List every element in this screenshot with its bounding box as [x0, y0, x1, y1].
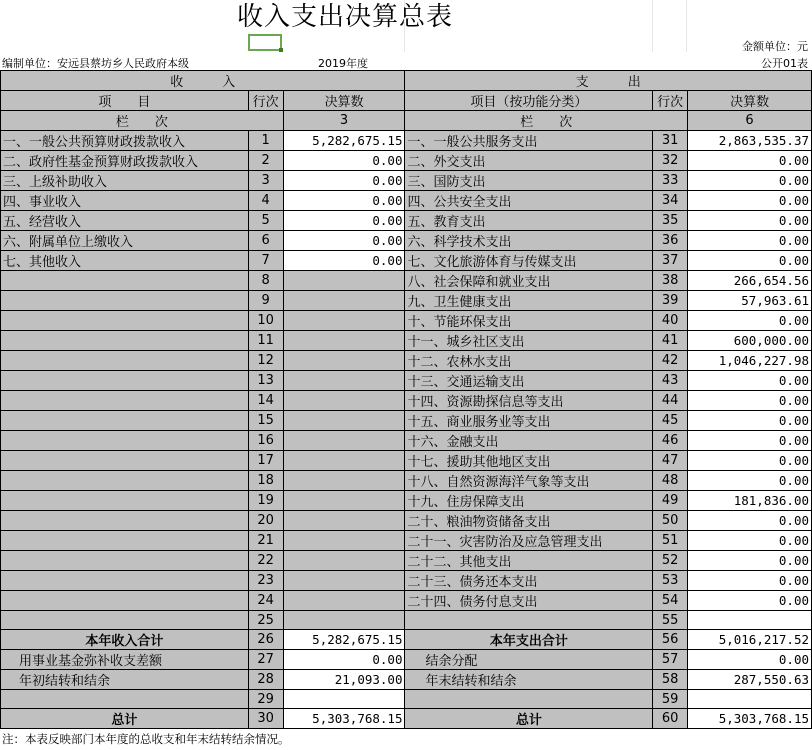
expense-amount[interactable]: 0.00 [688, 311, 812, 331]
income-amount[interactable]: 0.00 [283, 211, 405, 231]
income-amount[interactable] [283, 411, 405, 431]
income-amount[interactable]: 0.00 [283, 151, 405, 171]
income-amount[interactable]: 0.00 [283, 231, 405, 251]
income-line-no[interactable]: 2 [248, 151, 283, 171]
table-row [1, 251, 812, 271]
income-amount[interactable] [283, 591, 405, 611]
income-item[interactable] [1, 451, 249, 471]
income-item[interactable] [1, 391, 249, 411]
expense-amount[interactable]: 0.00 [688, 231, 812, 251]
expense-amount[interactable]: 0.00 [688, 151, 812, 171]
table-row [1, 311, 812, 331]
income-amount[interactable] [283, 271, 405, 291]
expense-amount[interactable]: 0.00 [688, 551, 812, 571]
table-row [1, 191, 812, 211]
expense-amount[interactable]: 0.00 [688, 471, 812, 491]
table-row [1, 551, 812, 571]
expense-summary-label[interactable]: 本年支出合计 [405, 630, 653, 650]
summary-row [1, 709, 812, 729]
expense-item[interactable]: 二、外交支出 [405, 151, 653, 171]
table-row [1, 231, 812, 251]
income-amount[interactable] [283, 690, 405, 709]
expense-amount[interactable]: 5,016,217.52 [688, 630, 812, 650]
unit-label: 金额单位：元 [742, 40, 808, 53]
table-row [1, 331, 812, 351]
expense-item[interactable]: 十九、住房保障支出 [405, 491, 653, 511]
income-amount[interactable]: 0.00 [283, 171, 405, 191]
income-item[interactable] [1, 471, 249, 491]
summary-row [1, 670, 812, 690]
expense-line-no[interactable]: 54 [653, 591, 688, 611]
expense-line-no[interactable]: 60 [653, 709, 688, 729]
expense-item[interactable]: 十八、自然资源海洋气象等支出 [405, 471, 653, 491]
table-row [1, 471, 812, 491]
income-item[interactable] [1, 551, 249, 571]
expense-line-no[interactable]: 57 [653, 650, 688, 670]
col-header-item-func: 项目（按功能分类） [405, 91, 653, 111]
table-row [1, 271, 812, 291]
expense-item[interactable]: 五、教育支出 [405, 211, 653, 231]
col-index-label: 栏 次 [405, 111, 688, 131]
table-row [1, 611, 812, 630]
income-line-no[interactable]: 24 [248, 591, 283, 611]
income-amount[interactable]: 0.00 [283, 251, 405, 271]
expense-line-no[interactable]: 33 [653, 171, 688, 191]
expense-item[interactable]: 十、节能环保支出 [405, 311, 653, 331]
income-line-no[interactable]: 26 [248, 630, 283, 650]
col-index-3: 3 [283, 111, 405, 131]
expense-line-no[interactable]: 40 [653, 311, 688, 331]
income-line-no[interactable]: 29 [248, 690, 283, 709]
income-item[interactable] [1, 571, 249, 591]
income-item[interactable] [1, 291, 249, 311]
expense-item[interactable]: 十六、金融支出 [405, 431, 653, 451]
expense-amount[interactable]: 0.00 [688, 591, 812, 611]
column-index-row [1, 111, 812, 131]
income-amount[interactable] [283, 451, 405, 471]
col-header-line-no: 行次 [248, 91, 283, 111]
expense-line-no[interactable]: 44 [653, 391, 688, 411]
income-line-no[interactable]: 17 [248, 451, 283, 471]
income-line-no[interactable]: 13 [248, 371, 283, 391]
income-amount[interactable] [283, 371, 405, 391]
expense-line-no[interactable]: 53 [653, 571, 688, 591]
expense-amount[interactable]: 266,654.56 [688, 271, 812, 291]
income-item[interactable] [1, 371, 249, 391]
income-amount[interactable] [283, 391, 405, 411]
col-header-item: 项 目 [1, 91, 249, 111]
expense-line-no[interactable]: 41 [653, 331, 688, 351]
income-amount[interactable] [283, 611, 405, 630]
income-line-no[interactable]: 6 [248, 231, 283, 251]
income-line-no[interactable]: 3 [248, 171, 283, 191]
expense-item[interactable]: 十三、交通运输支出 [405, 371, 653, 391]
income-section-header: 收 入 [1, 71, 405, 91]
expense-amount[interactable]: 0.00 [688, 531, 812, 551]
income-line-no[interactable]: 8 [248, 271, 283, 291]
income-amount[interactable]: 5,303,768.15 [283, 709, 405, 729]
expense-line-no[interactable]: 36 [653, 231, 688, 251]
expense-line-no[interactable]: 56 [653, 630, 688, 650]
expense-amount[interactable]: 0.00 [688, 371, 812, 391]
income-line-no[interactable]: 18 [248, 471, 283, 491]
expense-item[interactable]: 十五、商业服务业等支出 [405, 411, 653, 431]
col-index-label: 栏 次 [1, 111, 284, 131]
income-line-no[interactable]: 16 [248, 431, 283, 451]
footnote: 注：本表反映部门本年度的总收支和年末结转结余情况。 [2, 732, 290, 746]
col-header-amount: 决算数 [283, 91, 405, 111]
income-item[interactable] [1, 411, 249, 431]
income-summary-label[interactable] [1, 690, 249, 709]
table-row [1, 151, 812, 171]
income-amount[interactable] [283, 551, 405, 571]
expense-amount[interactable]: 1,046,227.98 [688, 351, 812, 371]
income-item[interactable] [1, 531, 249, 551]
expense-summary-label[interactable]: 结余分配 [405, 650, 653, 670]
expense-amount[interactable]: 57,963.61 [688, 291, 812, 311]
income-amount[interactable] [283, 431, 405, 451]
expense-amount[interactable]: 181,836.00 [688, 491, 812, 511]
expense-amount[interactable]: 0.00 [688, 431, 812, 451]
expense-amount[interactable]: 2,863,535.37 [688, 131, 812, 151]
expense-amount[interactable]: 0.00 [688, 391, 812, 411]
expense-line-no[interactable]: 50 [653, 511, 688, 531]
income-item[interactable] [1, 351, 249, 371]
income-amount[interactable]: 0.00 [283, 650, 405, 670]
expense-item[interactable]: 十二、农林水支出 [405, 351, 653, 371]
income-amount[interactable]: 5,282,675.15 [283, 131, 405, 151]
income-line-no[interactable]: 25 [248, 611, 283, 630]
table-row [1, 491, 812, 511]
expense-line-no[interactable]: 45 [653, 411, 688, 431]
expense-item[interactable]: 二十一、灾害防治及应急管理支出 [405, 531, 653, 551]
expense-item[interactable]: 十四、资源勘探信息等支出 [405, 391, 653, 411]
income-line-no[interactable]: 10 [248, 311, 283, 331]
expense-line-no[interactable]: 47 [653, 451, 688, 471]
expense-line-no[interactable]: 39 [653, 291, 688, 311]
expense-line-no[interactable]: 42 [653, 351, 688, 371]
table-row [1, 131, 812, 151]
expense-amount[interactable]: 0.00 [688, 451, 812, 471]
col-index-6: 6 [688, 111, 812, 131]
income-item[interactable] [1, 511, 249, 531]
income-item[interactable]: 三、上级补助收入 [1, 171, 249, 191]
table-row [1, 171, 812, 191]
table-row [1, 511, 812, 531]
income-expense-table [0, 70, 812, 729]
income-summary-label[interactable]: 用事业基金弥补收支差额 [1, 650, 249, 670]
expense-section-header: 支 出 [405, 71, 812, 91]
expense-item[interactable]: 九、卫生健康支出 [405, 291, 653, 311]
income-item[interactable] [1, 331, 249, 351]
expense-line-no[interactable]: 31 [653, 131, 688, 151]
expense-amount[interactable]: 5,303,768.15 [688, 709, 812, 729]
expense-amount[interactable]: 287,550.63 [688, 670, 812, 690]
expense-line-no[interactable]: 34 [653, 191, 688, 211]
expense-amount[interactable]: 0.00 [688, 650, 812, 670]
income-item[interactable] [1, 271, 249, 291]
expense-amount[interactable]: 0.00 [688, 511, 812, 531]
income-item[interactable]: 四、事业收入 [1, 191, 249, 211]
income-item[interactable] [1, 491, 249, 511]
expense-line-no[interactable]: 55 [653, 611, 688, 630]
expense-line-no[interactable]: 43 [653, 371, 688, 391]
income-amount[interactable] [283, 331, 405, 351]
income-item[interactable]: 一、一般公共预算财政拨款收入 [1, 131, 249, 151]
col-header-amount: 决算数 [688, 91, 812, 111]
income-line-no[interactable]: 20 [248, 511, 283, 531]
table-row [1, 291, 812, 311]
income-amount[interactable]: 5,282,675.15 [283, 630, 405, 650]
income-line-no[interactable]: 19 [248, 491, 283, 511]
table-row [1, 211, 812, 231]
income-line-no[interactable]: 28 [248, 670, 283, 690]
expense-amount[interactable]: 600,000.00 [688, 331, 812, 351]
income-line-no[interactable]: 30 [248, 709, 283, 729]
income-item[interactable] [1, 611, 249, 630]
expense-item[interactable]: 六、科学技术支出 [405, 231, 653, 251]
expense-line-no[interactable]: 58 [653, 670, 688, 690]
summary-row [1, 690, 812, 709]
expense-item[interactable]: 二十、粮油物资储备支出 [405, 511, 653, 531]
expense-item[interactable]: 七、文化旅游体育与传媒支出 [405, 251, 653, 271]
income-item[interactable]: 五、经营收入 [1, 211, 249, 231]
income-line-no[interactable]: 14 [248, 391, 283, 411]
expense-item[interactable]: 二十四、债务付息支出 [405, 591, 653, 611]
expense-line-no[interactable]: 37 [653, 251, 688, 271]
income-line-no[interactable]: 4 [248, 191, 283, 211]
summary-row [1, 630, 812, 650]
income-line-no[interactable]: 7 [248, 251, 283, 271]
expense-line-no[interactable]: 32 [653, 151, 688, 171]
expense-item[interactable]: 十一、城乡社区支出 [405, 331, 653, 351]
expense-item[interactable]: 十七、援助其他地区支出 [405, 451, 653, 471]
expense-line-no[interactable]: 49 [653, 491, 688, 511]
expense-item[interactable]: 二十三、债务还本支出 [405, 571, 653, 591]
income-item[interactable] [1, 311, 249, 331]
expense-amount[interactable]: 0.00 [688, 171, 812, 191]
income-amount[interactable] [283, 471, 405, 491]
income-line-no[interactable]: 27 [248, 650, 283, 670]
expense-line-no[interactable]: 35 [653, 211, 688, 231]
expense-summary-label[interactable]: 年末结转和结余 [405, 670, 653, 690]
income-summary-label[interactable]: 年初结转和结余 [1, 670, 249, 690]
income-summary-label[interactable]: 总计 [1, 709, 249, 729]
expense-amount[interactable]: 0.00 [688, 571, 812, 591]
organization-label: 编制单位：安远县蔡坊乡人民政府本级 [2, 57, 189, 70]
expense-amount[interactable]: 0.00 [688, 251, 812, 271]
summary-row [1, 650, 812, 670]
column-header-row [1, 91, 812, 111]
income-amount[interactable]: 0.00 [283, 191, 405, 211]
expense-summary-label[interactable] [405, 690, 653, 709]
income-line-no[interactable]: 22 [248, 551, 283, 571]
expense-amount[interactable] [688, 611, 812, 630]
expense-line-no[interactable]: 38 [653, 271, 688, 291]
expense-line-no[interactable]: 51 [653, 531, 688, 551]
income-line-no[interactable]: 9 [248, 291, 283, 311]
expense-summary-label[interactable]: 总计 [405, 709, 653, 729]
expense-item[interactable]: 四、公共安全支出 [405, 191, 653, 211]
income-item[interactable]: 七、其他收入 [1, 251, 249, 271]
expense-line-no[interactable]: 46 [653, 431, 688, 451]
expense-item[interactable]: 二十二、其他支出 [405, 551, 653, 571]
selected-cell[interactable] [248, 34, 282, 51]
income-amount[interactable] [283, 511, 405, 531]
income-line-no[interactable]: 11 [248, 331, 283, 351]
income-line-no[interactable]: 15 [248, 411, 283, 431]
table-row [1, 571, 812, 591]
income-amount[interactable] [283, 531, 405, 551]
expense-line-no[interactable]: 59 [653, 690, 688, 709]
table-row [1, 371, 812, 391]
expense-amount[interactable]: 0.00 [688, 211, 812, 231]
income-amount[interactable] [283, 491, 405, 511]
form-code: 公开01表 [761, 57, 808, 70]
income-line-no[interactable]: 1 [248, 131, 283, 151]
report-title: 收入支出决算总表 [236, 2, 453, 32]
income-amount[interactable] [283, 291, 405, 311]
income-item[interactable] [1, 431, 249, 451]
income-item[interactable] [1, 591, 249, 611]
col-header-line-no: 行次 [653, 91, 688, 111]
expense-amount[interactable] [688, 690, 812, 709]
expense-amount[interactable]: 0.00 [688, 191, 812, 211]
section-header-row [1, 71, 812, 91]
expense-line-no[interactable]: 48 [653, 471, 688, 491]
income-line-no[interactable]: 21 [248, 531, 283, 551]
table-row [1, 531, 812, 551]
income-line-no[interactable]: 23 [248, 571, 283, 591]
table-row [1, 351, 812, 371]
table-row [1, 591, 812, 611]
income-item[interactable]: 二、政府性基金预算财政拨款收入 [1, 151, 249, 171]
income-amount[interactable] [283, 311, 405, 331]
income-summary-label[interactable]: 本年收入合计 [1, 630, 249, 650]
year-label: 2019年度 [318, 57, 368, 70]
income-amount[interactable] [283, 571, 405, 591]
expense-item[interactable] [405, 611, 653, 630]
expense-item[interactable]: 八、社会保障和就业支出 [405, 271, 653, 291]
income-amount[interactable]: 21,093.00 [283, 670, 405, 690]
income-amount[interactable] [283, 351, 405, 371]
table-row [1, 451, 812, 471]
expense-item[interactable]: 一、一般公共服务支出 [405, 131, 653, 151]
income-line-no[interactable]: 5 [248, 211, 283, 231]
income-item[interactable]: 六、附属单位上缴收入 [1, 231, 249, 251]
expense-amount[interactable]: 0.00 [688, 411, 812, 431]
table-row [1, 431, 812, 451]
income-line-no[interactable]: 12 [248, 351, 283, 371]
expense-line-no[interactable]: 52 [653, 551, 688, 571]
table-row [1, 391, 812, 411]
table-row [1, 411, 812, 431]
expense-item[interactable]: 三、国防支出 [405, 171, 653, 191]
